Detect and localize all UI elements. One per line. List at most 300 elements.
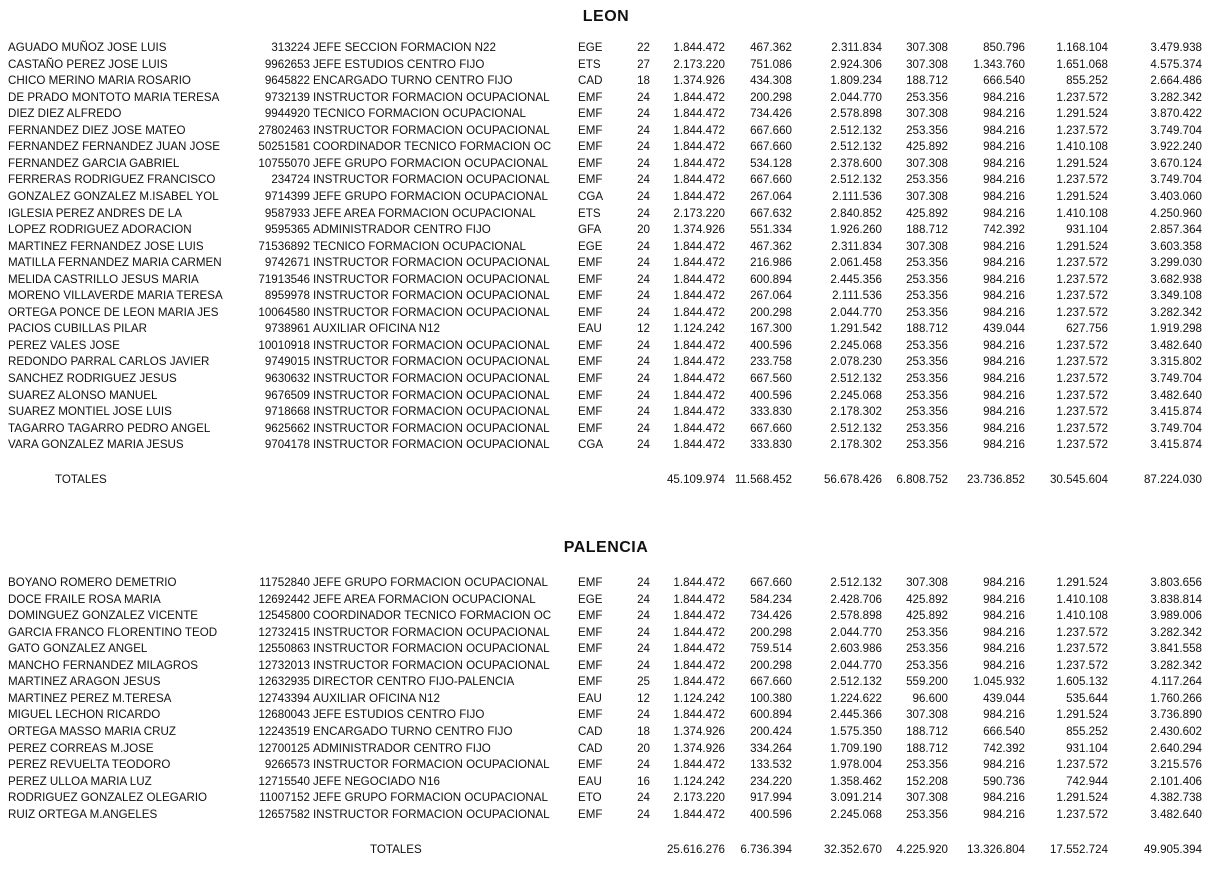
level: 24 bbox=[637, 140, 650, 154]
extra-total: 1.237.572 bbox=[1056, 438, 1108, 452]
extra-total: 1.237.572 bbox=[1056, 625, 1108, 639]
group: EMF bbox=[578, 388, 603, 402]
group: EMF bbox=[578, 576, 603, 589]
base-salary: 1.844.472 bbox=[673, 405, 725, 419]
subtotal: 2.044.770 bbox=[830, 90, 882, 104]
extra-a: 253.356 bbox=[906, 305, 948, 319]
subtotal: 2.924.306 bbox=[830, 57, 882, 71]
job-title: INSTRUCTOR FORMACION OCUPACIONAL bbox=[313, 355, 550, 369]
subtotal: 2.512.132 bbox=[830, 173, 882, 187]
subtotal: 2.512.132 bbox=[830, 123, 882, 137]
employee-code: 9630632 bbox=[264, 372, 310, 385]
job-title: JEFE ESTUDIOS CENTRO FIJO bbox=[313, 708, 485, 722]
grand-total: 3.403.060 bbox=[1150, 189, 1202, 203]
employee-code: 9645822 bbox=[264, 74, 310, 88]
extra-b: 439.044 bbox=[983, 322, 1025, 336]
base-salary: 1.844.472 bbox=[673, 388, 725, 402]
job-title: INSTRUCTOR FORMACION OCUPACIONAL bbox=[313, 642, 550, 656]
level: 24 bbox=[637, 592, 650, 606]
level: 24 bbox=[637, 338, 650, 352]
total-extra-b: 23.736.852 bbox=[966, 473, 1025, 486]
base-salary: 1.844.472 bbox=[673, 107, 725, 121]
employee-code: 27802463 bbox=[258, 123, 310, 137]
group: EMF bbox=[578, 758, 603, 772]
extra-total: 1.237.572 bbox=[1056, 642, 1108, 656]
extra-total: 1.291.524 bbox=[1056, 189, 1108, 203]
base-salary: 1.844.472 bbox=[673, 592, 725, 606]
extra-total: 1.237.572 bbox=[1056, 256, 1108, 270]
employee-name: ORTEGA MASSO MARIA CRUZ bbox=[8, 724, 176, 738]
job-title: ADMINISTRADOR CENTRO FIJO bbox=[313, 741, 491, 755]
supplement: 759.514 bbox=[750, 642, 792, 656]
employee-code: 12715540 bbox=[258, 774, 310, 788]
extra-b: 984.216 bbox=[983, 405, 1025, 419]
totals-row bbox=[0, 472, 1212, 489]
extra-total: 627.756 bbox=[1066, 322, 1108, 336]
level: 24 bbox=[637, 405, 650, 419]
employee-name: RUIZ ORTEGA M.ANGELES bbox=[8, 807, 158, 821]
extra-total: 1.291.524 bbox=[1056, 708, 1108, 722]
extra-a: 253.356 bbox=[906, 372, 948, 385]
job-title: JEFE GRUPO FORMACION OCUPACIONAL bbox=[313, 189, 548, 203]
extra-b: 984.216 bbox=[983, 625, 1025, 639]
group: CAD bbox=[578, 741, 603, 755]
supplement: 667.560 bbox=[750, 372, 792, 385]
employee-name: CASTAÑO PEREZ JOSE LUIS bbox=[8, 57, 168, 71]
level: 24 bbox=[637, 609, 650, 623]
employee-name: SUAREZ MONTIEL JOSE LUIS bbox=[8, 405, 172, 419]
extra-a: 253.356 bbox=[906, 90, 948, 104]
employee-code: 10010918 bbox=[258, 338, 310, 352]
extra-total: 1.291.524 bbox=[1056, 239, 1108, 253]
extra-a: 253.356 bbox=[906, 438, 948, 452]
base-salary: 1.374.926 bbox=[673, 741, 725, 755]
supplement: 734.426 bbox=[750, 609, 792, 623]
job-title: INSTRUCTOR FORMACION OCUPACIONAL bbox=[313, 173, 550, 187]
job-title: JEFE ESTUDIOS CENTRO FIJO bbox=[313, 57, 485, 71]
employee-code: 9944920 bbox=[264, 107, 310, 121]
supplement: 667.660 bbox=[750, 675, 792, 689]
base-salary: 1.844.472 bbox=[673, 41, 725, 54]
employee-name: IGLESIA PEREZ ANDRES DE LA bbox=[8, 206, 182, 220]
job-title: INSTRUCTOR FORMACION OCUPACIONAL bbox=[313, 807, 550, 821]
total-extra-a: 4.225.920 bbox=[896, 843, 948, 856]
totals-row bbox=[0, 842, 1212, 859]
level: 12 bbox=[637, 691, 650, 705]
extra-b: 984.216 bbox=[983, 642, 1025, 656]
table-row bbox=[0, 691, 1212, 708]
extra-a: 307.308 bbox=[906, 107, 948, 121]
subtotal: 2.311.834 bbox=[831, 41, 882, 54]
section-title: PALENCIA bbox=[563, 539, 649, 556]
extra-total: 1.291.524 bbox=[1056, 107, 1108, 121]
group: EMF bbox=[578, 609, 603, 623]
employee-code: 9266573 bbox=[264, 758, 310, 772]
table-row bbox=[0, 73, 1212, 90]
table-row bbox=[0, 807, 1212, 824]
extra-a: 307.308 bbox=[906, 189, 948, 203]
extra-b: 984.216 bbox=[983, 338, 1025, 352]
level: 20 bbox=[637, 741, 650, 755]
table-row bbox=[0, 437, 1212, 454]
job-title: JEFE GRUPO FORMACION OCUPACIONAL bbox=[313, 156, 548, 170]
supplement: 200.298 bbox=[750, 90, 792, 104]
employee-code: 9714399 bbox=[264, 189, 310, 203]
extra-a: 96.600 bbox=[912, 691, 948, 705]
extra-b: 984.216 bbox=[983, 107, 1025, 121]
employee-name: LOPEZ RODRIGUEZ ADORACION bbox=[8, 223, 192, 237]
grand-total: 4.575.374 bbox=[1150, 57, 1202, 71]
subtotal: 2.603.986 bbox=[830, 642, 882, 656]
extra-b: 984.216 bbox=[983, 156, 1025, 170]
grand-total: 2.101.406 bbox=[1150, 774, 1202, 788]
subtotal: 2.111.536 bbox=[832, 189, 882, 203]
group: EMF bbox=[578, 90, 603, 104]
supplement: 200.298 bbox=[750, 625, 792, 639]
extra-a: 307.308 bbox=[906, 239, 948, 253]
grand-total: 3.803.656 bbox=[1150, 576, 1202, 589]
grand-total: 3.749.704 bbox=[1150, 173, 1202, 187]
level: 24 bbox=[637, 90, 650, 104]
extra-b: 666.540 bbox=[983, 724, 1025, 738]
subtotal: 1.978.004 bbox=[830, 758, 882, 772]
totals-label: TOTALES bbox=[55, 473, 107, 486]
employee-code: 12545800 bbox=[258, 609, 310, 623]
group: EMF bbox=[578, 625, 603, 639]
extra-total: 1.237.572 bbox=[1056, 421, 1108, 435]
level: 24 bbox=[637, 239, 650, 253]
grand-total: 3.749.704 bbox=[1150, 123, 1202, 137]
extra-b: 984.216 bbox=[983, 807, 1025, 821]
grand-total: 3.282.342 bbox=[1150, 305, 1202, 319]
employee-code: 313224 bbox=[271, 41, 310, 54]
employee-name: MARTINEZ PEREZ M.TERESA bbox=[8, 691, 172, 705]
group: EMF bbox=[578, 405, 603, 419]
job-title: JEFE SECCION FORMACION N22 bbox=[313, 41, 496, 54]
supplement: 200.298 bbox=[750, 658, 792, 672]
grand-total: 2.640.294 bbox=[1150, 741, 1202, 755]
table-row bbox=[0, 774, 1212, 791]
job-title: INSTRUCTOR FORMACION OCUPACIONAL bbox=[313, 421, 550, 435]
subtotal: 2.512.132 bbox=[830, 372, 882, 385]
supplement: 434.308 bbox=[750, 74, 792, 88]
employee-code: 8959978 bbox=[264, 289, 310, 303]
group: EMF bbox=[578, 272, 603, 286]
table-row bbox=[0, 123, 1212, 140]
group: CGA bbox=[578, 438, 604, 452]
extra-b: 984.216 bbox=[983, 272, 1025, 286]
level: 24 bbox=[637, 256, 650, 270]
group: EAU bbox=[578, 322, 602, 336]
group: ETS bbox=[578, 206, 601, 220]
supplement: 400.596 bbox=[750, 388, 792, 402]
subtotal: 2.311.834 bbox=[831, 239, 882, 253]
base-salary: 2.173.220 bbox=[673, 791, 725, 805]
extra-total: 1.237.572 bbox=[1056, 372, 1108, 385]
extra-b: 850.796 bbox=[983, 41, 1025, 54]
base-salary: 1.844.472 bbox=[673, 140, 725, 154]
subtotal: 2.178.302 bbox=[830, 438, 882, 452]
employee-name: GONZALEZ GONZALEZ M.ISABEL YOL bbox=[8, 189, 219, 203]
employee-code: 9742671 bbox=[264, 256, 310, 270]
grand-total: 3.749.704 bbox=[1150, 421, 1202, 435]
base-salary: 1.124.242 bbox=[673, 774, 725, 788]
subtotal: 2.445.356 bbox=[830, 272, 882, 286]
extra-b: 984.216 bbox=[983, 355, 1025, 369]
grand-total: 3.415.874 bbox=[1150, 405, 1202, 419]
employee-name: TAGARRO TAGARRO PEDRO ANGEL bbox=[8, 421, 211, 435]
level: 24 bbox=[637, 421, 650, 435]
base-salary: 1.844.472 bbox=[673, 642, 725, 656]
grand-total: 3.841.558 bbox=[1150, 642, 1202, 656]
extra-a: 253.356 bbox=[906, 355, 948, 369]
extra-a: 307.308 bbox=[906, 708, 948, 722]
table-row bbox=[0, 189, 1212, 206]
level: 27 bbox=[637, 57, 650, 71]
grand-total: 3.482.640 bbox=[1150, 338, 1202, 352]
base-salary: 1.844.472 bbox=[673, 758, 725, 772]
supplement: 200.298 bbox=[750, 305, 792, 319]
base-salary: 1.374.926 bbox=[673, 223, 725, 237]
base-salary: 1.124.242 bbox=[673, 322, 725, 336]
supplement: 334.264 bbox=[750, 741, 792, 755]
extra-total: 931.104 bbox=[1066, 741, 1108, 755]
table-row bbox=[0, 321, 1212, 338]
total-base-salary: 45.109.974 bbox=[666, 473, 725, 486]
extra-a: 253.356 bbox=[906, 405, 948, 419]
job-title: COORDINADOR TECNICO FORMACION OC bbox=[313, 140, 552, 154]
extra-total: 1.237.572 bbox=[1056, 388, 1108, 402]
employee-code: 12632935 bbox=[258, 675, 310, 689]
subtotal: 1.926.260 bbox=[830, 223, 882, 237]
extra-a: 559.200 bbox=[906, 675, 948, 689]
base-salary: 2.173.220 bbox=[673, 206, 725, 220]
level: 24 bbox=[637, 372, 650, 385]
table-row bbox=[0, 757, 1212, 774]
extra-b: 984.216 bbox=[983, 173, 1025, 187]
employee-name: VARA GONZALEZ MARIA JESUS bbox=[8, 438, 184, 452]
extra-total: 535.644 bbox=[1066, 691, 1108, 705]
job-title: JEFE GRUPO FORMACION OCUPACIONAL bbox=[313, 576, 548, 589]
base-salary: 1.844.472 bbox=[673, 272, 725, 286]
group: EMF bbox=[578, 708, 603, 722]
supplement: 216.986 bbox=[750, 256, 792, 270]
table-row bbox=[0, 272, 1212, 289]
subtotal: 2.245.068 bbox=[830, 388, 882, 402]
group: EMF bbox=[578, 355, 603, 369]
subtotal: 2.428.706 bbox=[830, 592, 882, 606]
employee-code: 12743394 bbox=[258, 691, 310, 705]
employee-name: DIEZ DIEZ ALFREDO bbox=[8, 107, 122, 121]
grand-total: 3.282.342 bbox=[1150, 625, 1202, 639]
employee-name: PEREZ ULLOA MARIA LUZ bbox=[8, 774, 152, 788]
table-row bbox=[0, 354, 1212, 371]
extra-a: 307.308 bbox=[906, 791, 948, 805]
job-title: INSTRUCTOR FORMACION OCUPACIONAL bbox=[313, 289, 550, 303]
job-title: JEFE AREA FORMACION OCUPACIONAL bbox=[313, 592, 536, 606]
grand-total: 3.922.240 bbox=[1150, 140, 1202, 154]
group: EMF bbox=[578, 658, 603, 672]
extra-b: 984.216 bbox=[983, 239, 1025, 253]
employee-code: 12732415 bbox=[258, 625, 310, 639]
extra-total: 855.252 bbox=[1066, 74, 1108, 88]
extra-b: 984.216 bbox=[983, 421, 1025, 435]
grand-total: 3.349.108 bbox=[1150, 289, 1202, 303]
level: 24 bbox=[637, 123, 650, 137]
employee-name: PEREZ CORREAS M.JOSE bbox=[8, 741, 154, 755]
employee-code: 71536892 bbox=[258, 239, 310, 253]
job-title: INSTRUCTOR FORMACION OCUPACIONAL bbox=[313, 272, 550, 286]
supplement: 600.894 bbox=[750, 708, 792, 722]
base-salary: 1.844.472 bbox=[673, 156, 725, 170]
employee-name: AGUADO MUÑOZ JOSE LUIS bbox=[8, 41, 167, 54]
job-title: ADMINISTRADOR CENTRO FIJO bbox=[313, 223, 491, 237]
employee-code: 9718668 bbox=[264, 405, 310, 419]
extra-a: 425.892 bbox=[906, 140, 948, 154]
job-title: COORDINADOR TECNICO FORMACION OC bbox=[313, 609, 552, 623]
level: 24 bbox=[637, 189, 650, 203]
group: EMF bbox=[578, 305, 603, 319]
employee-code: 12732013 bbox=[258, 658, 310, 672]
subtotal: 2.840.852 bbox=[830, 206, 882, 220]
job-title: INSTRUCTOR FORMACION OCUPACIONAL bbox=[313, 758, 550, 772]
table-row bbox=[0, 239, 1212, 256]
table-row bbox=[0, 305, 1212, 322]
level: 24 bbox=[637, 658, 650, 672]
level: 24 bbox=[637, 173, 650, 187]
employee-name: GARCIA FRANCO FLORENTINO TEOD bbox=[8, 625, 218, 639]
subtotal: 2.512.132 bbox=[830, 675, 882, 689]
grand-total: 3.299.030 bbox=[1150, 256, 1202, 270]
grand-total: 2.664.486 bbox=[1150, 74, 1202, 88]
extra-b: 984.216 bbox=[983, 256, 1025, 270]
extra-total: 1.651.068 bbox=[1056, 57, 1108, 71]
extra-b: 984.216 bbox=[983, 658, 1025, 672]
totals-label: TOTALES bbox=[370, 843, 422, 856]
extra-total: 1.237.572 bbox=[1056, 658, 1108, 672]
extra-a: 188.712 bbox=[906, 741, 948, 755]
extra-a: 188.712 bbox=[906, 724, 948, 738]
grand-total: 4.250.960 bbox=[1150, 206, 1202, 220]
base-salary: 1.844.472 bbox=[673, 625, 725, 639]
employee-code: 9749015 bbox=[264, 355, 310, 369]
group: EMF bbox=[578, 140, 603, 154]
extra-a: 307.308 bbox=[906, 57, 948, 71]
supplement: 667.660 bbox=[750, 576, 792, 589]
base-salary: 1.844.472 bbox=[673, 438, 725, 452]
subtotal: 1.709.190 bbox=[830, 741, 882, 755]
table-row bbox=[0, 40, 1212, 57]
job-title: INSTRUCTOR FORMACION OCUPACIONAL bbox=[313, 372, 550, 385]
employee-code: 12550863 bbox=[258, 642, 310, 656]
group: CGA bbox=[578, 189, 604, 203]
grand-total: 3.482.640 bbox=[1150, 807, 1202, 821]
extra-total: 1.237.572 bbox=[1056, 289, 1108, 303]
subtotal: 2.061.458 bbox=[830, 256, 882, 270]
employee-code: 10755070 bbox=[258, 156, 310, 170]
supplement: 234.220 bbox=[750, 774, 792, 788]
employee-code: 12243519 bbox=[258, 724, 310, 738]
grand-total: 1.919.298 bbox=[1150, 322, 1202, 336]
subtotal: 2.512.132 bbox=[830, 576, 882, 589]
employee-name: MATILLA FERNANDEZ MARIA CARMEN bbox=[8, 256, 222, 270]
level: 24 bbox=[637, 642, 650, 656]
group: EMF bbox=[578, 289, 603, 303]
grand-total: 3.838.814 bbox=[1150, 592, 1202, 606]
supplement: 200.424 bbox=[750, 724, 792, 738]
subtotal: 2.578.898 bbox=[830, 107, 882, 121]
employee-code: 9676509 bbox=[264, 388, 310, 402]
employee-name: PEREZ VALES JOSE bbox=[8, 338, 120, 352]
base-salary: 1.844.472 bbox=[673, 807, 725, 821]
employee-name: PACIOS CUBILLAS PILAR bbox=[8, 322, 147, 336]
supplement: 667.660 bbox=[750, 421, 792, 435]
extra-b: 984.216 bbox=[983, 140, 1025, 154]
grand-total: 3.415.874 bbox=[1150, 438, 1202, 452]
extra-total: 1.410.108 bbox=[1056, 206, 1108, 220]
extra-b: 984.216 bbox=[983, 576, 1025, 589]
section-title: LEON bbox=[582, 8, 630, 25]
employee-name: MARTINEZ ARAGON JESUS bbox=[8, 675, 161, 689]
subtotal: 3.091.214 bbox=[830, 791, 882, 805]
extra-a: 188.712 bbox=[906, 74, 948, 88]
job-title: ENCARGADO TURNO CENTRO FIJO bbox=[313, 74, 513, 88]
table-row bbox=[0, 371, 1212, 388]
employee-name: FERRERAS RODRIGUEZ FRANCISCO bbox=[8, 173, 216, 187]
supplement: 584.234 bbox=[750, 592, 792, 606]
job-title: INSTRUCTOR FORMACION OCUPACIONAL bbox=[313, 338, 550, 352]
table-row bbox=[0, 625, 1212, 642]
table-row bbox=[0, 674, 1212, 691]
employee-name: MIGUEL LECHON RICARDO bbox=[8, 708, 161, 722]
supplement: 467.362 bbox=[750, 239, 792, 253]
extra-b: 984.216 bbox=[983, 305, 1025, 319]
employee-code: 9738961 bbox=[264, 322, 310, 336]
base-salary: 1.844.472 bbox=[673, 239, 725, 253]
table-row bbox=[0, 658, 1212, 675]
level: 20 bbox=[637, 223, 650, 237]
base-salary: 1.844.472 bbox=[673, 338, 725, 352]
table-row bbox=[0, 388, 1212, 405]
extra-total: 1.291.524 bbox=[1056, 156, 1108, 170]
supplement: 667.660 bbox=[750, 140, 792, 154]
extra-a: 253.356 bbox=[906, 256, 948, 270]
table-row bbox=[0, 724, 1212, 741]
level: 24 bbox=[637, 289, 650, 303]
group: EMF bbox=[578, 338, 603, 352]
table-row bbox=[0, 707, 1212, 724]
subtotal: 2.044.770 bbox=[830, 625, 882, 639]
grand-total: 3.870.422 bbox=[1150, 107, 1202, 121]
supplement: 267.064 bbox=[750, 289, 792, 303]
extra-b: 984.216 bbox=[983, 123, 1025, 137]
group: EAU bbox=[578, 774, 602, 788]
employee-code: 234724 bbox=[271, 173, 310, 187]
employee-code: 12692442 bbox=[258, 592, 310, 606]
table-row bbox=[0, 255, 1212, 272]
job-title: TECNICO FORMACION OCUPACIONAL bbox=[313, 239, 526, 253]
level: 24 bbox=[637, 388, 650, 402]
base-salary: 1.844.472 bbox=[673, 355, 725, 369]
group: EMF bbox=[578, 675, 603, 689]
extra-total: 931.104 bbox=[1066, 223, 1108, 237]
group: EMF bbox=[578, 642, 603, 656]
total-extra-a: 6.808.752 bbox=[896, 473, 948, 486]
supplement: 100.380 bbox=[750, 691, 792, 705]
group: ETO bbox=[578, 791, 602, 805]
employee-name: MORENO VILLAVERDE MARIA TERESA bbox=[8, 289, 223, 303]
employee-code: 12700125 bbox=[258, 741, 310, 755]
